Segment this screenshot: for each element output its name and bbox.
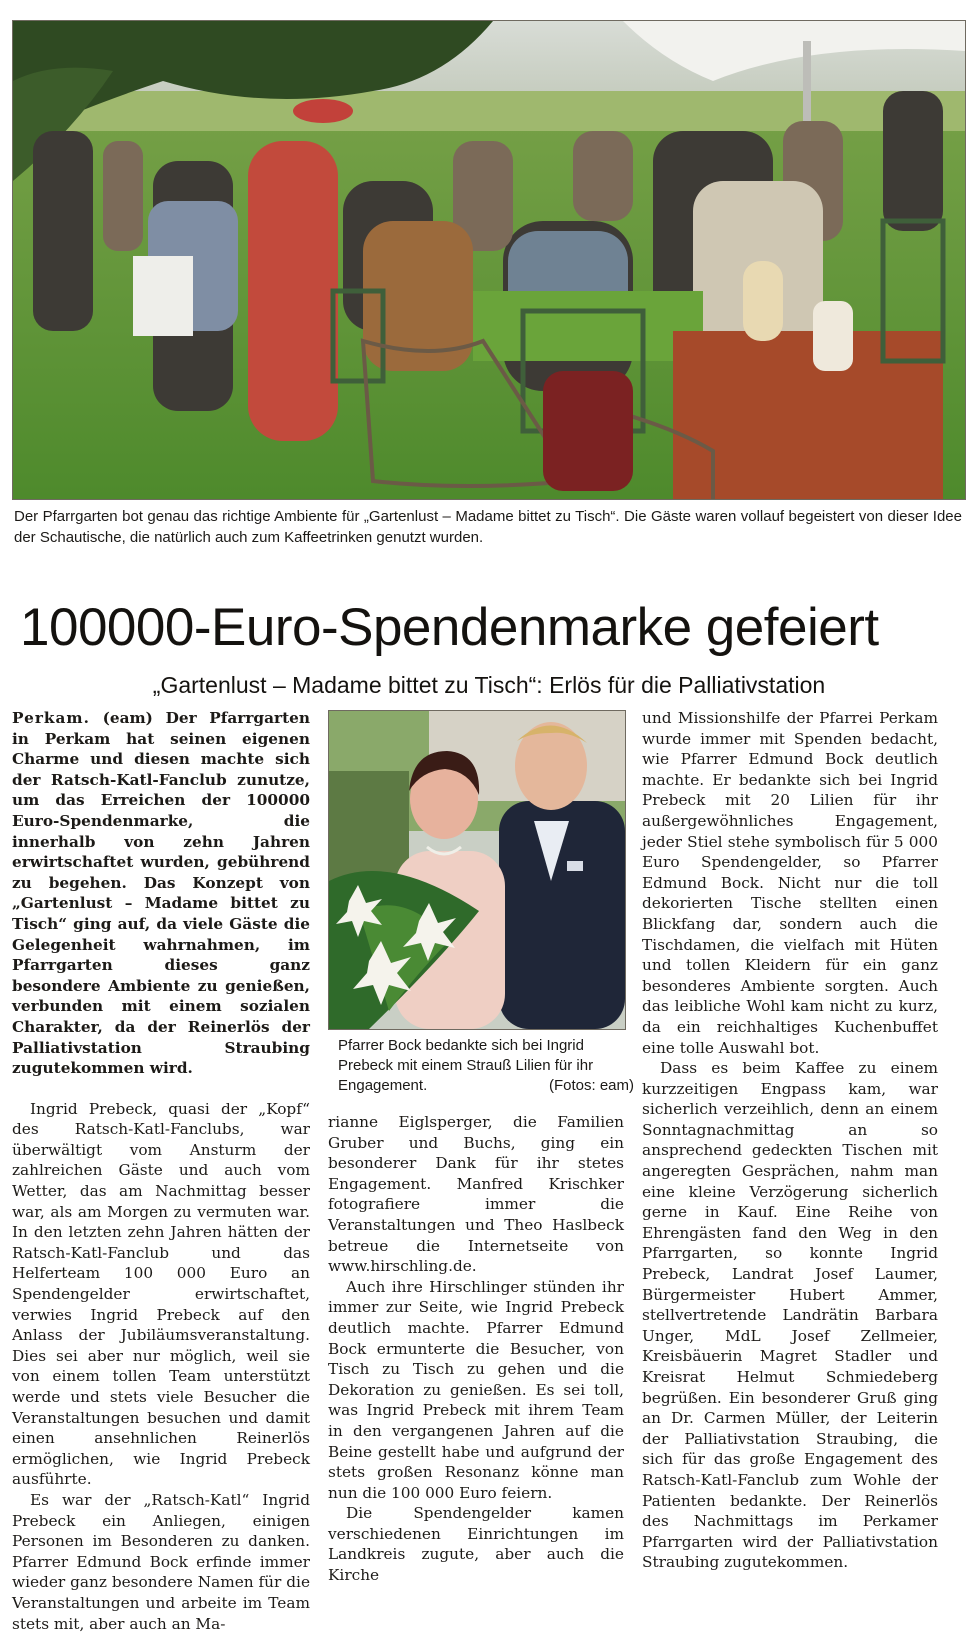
photo-credit: (Fotos: eam) — [548, 1077, 634, 1094]
body-paragraph: und Missionshilfe der Pfarrei Perkam wurde immer mit Spenden bedacht, wie Pfarrer Edmund Bock deutlich machte. Er bedankte sich bei Ingrid Prebeck mit 20 Lilien für ihr außergewöhnliches Engagement, jeder Stiel stehe symbolisch für 5 000 Euro Spendengelder, so Pfarrer Edmund Bock. Nicht nur die toll dekorierten Tische stellten einen Blickfang dar, sondern auch die Tischdamen, die vielfach mit Hüten und tollen Kleidern für ein ganz besonderes Ambiente sorgten. Auch das leibliche Wohl kam nicht zu kurz, da ein reichhaltiges Kuchenbuffet eine tolle Auswahl bot. — [642, 709, 938, 1057]
column-1 — [12, 708, 310, 1634]
dateline: Perkam. — [12, 709, 90, 727]
body-paragraph: Es war der „Ratsch-Katl“ Ingrid Prebeck ein Anliegen, einigen Personen im Besonderen zu danken. Pfarrer Edmund Bock erfinde immer wieder ganz besondere Namen für die Veranstaltungen und arbeite im Team stets mit, aber auch an Ma- — [12, 1490, 310, 1633]
lilies-photo — [328, 710, 626, 1030]
top-photo-caption: Der Pfarrgarten bot genau das richtige Ambiente für „Gartenlust – Madame bittet zu Tisch“. Die Gäste waren vollauf begeistert von dieser Idee der Schautische, die natürlich auch zum Kaffeetrinken genutzt wurden. — [14, 508, 962, 546]
column-3 — [642, 708, 938, 1573]
body-paragraph: Die Spendengelder kamen verschiedenen Einrichtungen im Landkreis zugute, aber auch die Kirche — [328, 1504, 624, 1585]
headline: 100000-Euro-Spendenmarke gefeiert — [20, 598, 879, 657]
column-2 — [328, 1112, 624, 1586]
lead-text: (eam) Der Pfarrgarten in Perkam hat seinen eigenen Charme und diesen machte sich der Ratsch-Katl-Fanclub zunutze, um das Erreichen der 100000 Euro-Spendenmarke, die innerhalb von zehn Jahren erwirtschaftet wurden, gebührend zu begehen. Das Konzept von „Gartenlust – Madame bittet zu Tisch“ ging auf, da viele Gäste die Gelegenheit wahrnahmen, im Pfarrgarten dieses ganz besondere Ambiente zu genießen, verbunden mit einem sozialen Charakter, da der Reinerlös der Palliativstation Straubing zugutekommen wird. — [12, 709, 311, 1078]
lead-paragraph — [12, 708, 310, 1079]
body-paragraph: Auch ihre Hirschlinger stünden ihr immer zur Seite, wie Ingrid Prebeck deutlich machte. Pfarrer Edmund Bock ermunterte die Besucher, von Tisch zu Tisch zu gehen und die Dekoration zu genießen. Es sei toll, was Ingrid Prebeck mit ihrem Team in den vergangenen Jahren auf die Beine gestellt habe und aufgrund der stets großen Resonanz könne man nun die 100 000 Euro feiern. — [328, 1277, 624, 1502]
inset-caption-text: Pfarrer Bock bedankte sich bei Ingrid Prebeck mit einem Strauß Lilien für ihr Engagement. — [338, 1037, 594, 1094]
garden-party-photo — [12, 20, 966, 500]
garden-party-illustration — [13, 21, 965, 499]
inset-photo-caption — [338, 1036, 634, 1096]
lilies-illustration — [329, 711, 625, 1029]
subheadline: „Gartenlust – Madame bittet zu Tisch“: Erlös für die Palliativstation — [152, 672, 826, 698]
body-paragraph: Dass es beim Kaffee zu einem kurzzeitigen Engpass kam, war sicherlich verzeihlich, denn an einem Sonntagnachmittag an so ansprechend gedeckten Tischen mit angeregten Gesprächen, nahm man eine kleine Verzögerung sicherlich gerne in Kauf. Eine Reihe von Ehrengästen fand den Weg in den Pfarrgarten, so konnte Ingrid Prebeck, Landrat Josef Laumer, Bürgermeister Hubert Ammer, stellvertretende Landrätin Barbara Unger, MdL Josef Zellmeier, Kreisbäuerin Magret Stadler und Kreisrat Helmut Schmiedeberg begrüßen. Ein besonderer Gruß ging an Dr. Carmen Müller, der Leiterin der Palliativstation Straubing, die sich für das große Engagement des Ratsch-Katl-Fanclub zum Wohle der Patienten bedankte. Der Reinerlös des Nachmittags im Perkamer Pfarrgarten wird der Palliativstation Straubing zugutekommen. — [642, 1059, 938, 1572]
body-paragraph: rianne Eiglsperger, die Familien Gruber und Buchs, ging ein besonderer Dank für ihr stetes Engagement. Manfred Krischker fotografiere immer die Veranstaltungen und Theo Haslbeck betreue die Internetseite von www.hirschling.de. — [328, 1113, 624, 1276]
body-paragraph: Ingrid Prebeck, quasi der „Kopf“ des Ratsch-Katl-Fanclubs, war überwältigt vom Ansturm der zahlreichen Gäste und auch vom Wetter, das am Nachmittag besser war, als am Morgen zu vermuten war. In den letzten zehn Jahren hätten der Ratsch-Katl-Fanclub und das Helferteam 100 000 Euro an Spendengelder erwirtschaftet, verwies Ingrid Prebeck auf den Anlass der Jubiläumsveranstaltung. Dies sei aber nur möglich, weil sie von einem tollen Team unterstützt werde und stets viele Besucher die Veranstaltungen besuchen und damit einen ansehnlichen Reinerlös ermöglichen, wie Ingrid Prebeck ausführte. — [12, 1099, 310, 1489]
